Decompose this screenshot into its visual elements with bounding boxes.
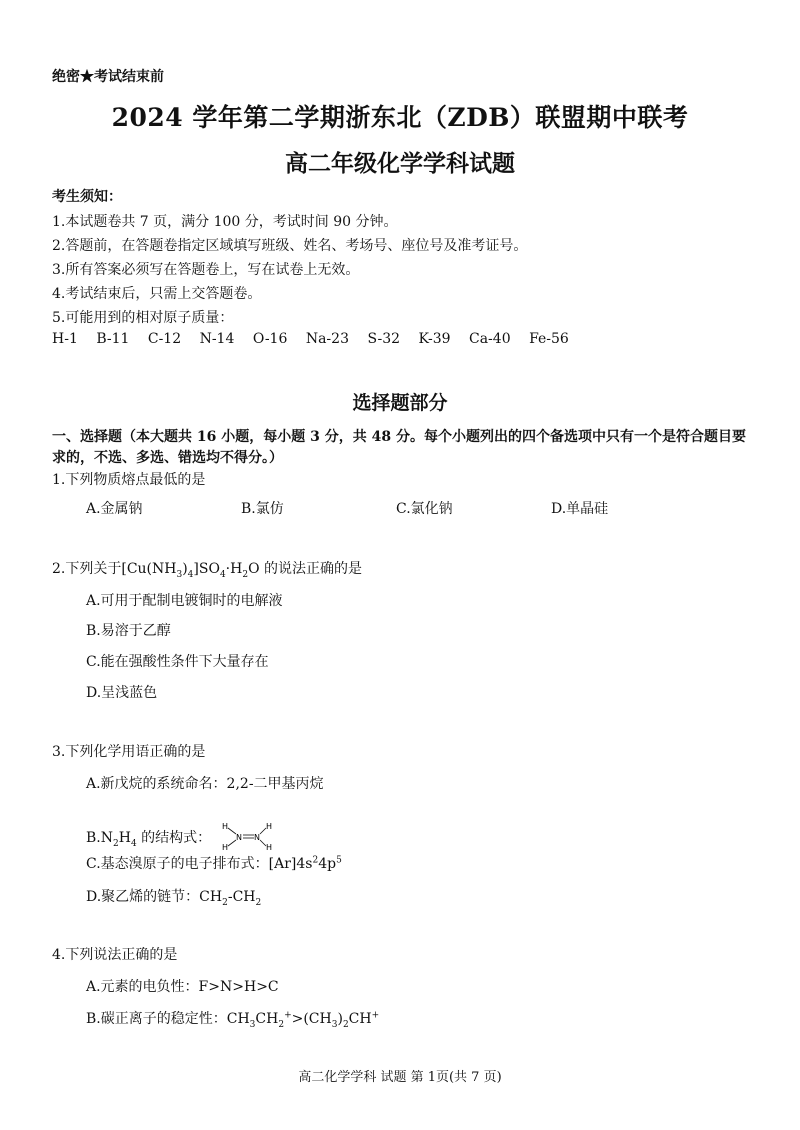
option-b: B.氯仿 [241, 501, 284, 517]
option-c: C.能在强酸性条件下大量存在 [86, 654, 269, 670]
section-intro: 一、选择题（本大题共 16 小题，每小题 3 分，共 48 分。每个小题列出的四个备选项中只有一个是符合题目要求的，不选、多选、错选均不得分。） [52, 429, 746, 466]
question-2-stem: 2.下列关于$[Cu(NH_3)_4]SO_4\cdot H_2O$ 的说法正确的是 [52, 561, 363, 580]
option-c: C.基态溴原子的电子排布式：$[Ar]4s^24p^5$ [86, 855, 342, 872]
section-title: 选择题部分 [352, 392, 448, 414]
notice-item: 2.答题前，在答题卷指定区域填写班级、姓名、考场号、座位号及准考证号。 [52, 238, 528, 254]
exam-subtitle: 高二年级化学学科试题 [285, 150, 515, 177]
struct-atom: N [235, 833, 242, 842]
notice-item: 4.考试结束后，只需上交答题卷。 [52, 286, 262, 302]
atomic-mass: N-14 [199, 331, 235, 347]
struct-atom: H [221, 843, 228, 852]
notice-heading: 考生须知： [52, 189, 122, 205]
option-c: C.氯化钠 [396, 501, 453, 517]
question-1-stem: 1.下列物质熔点最低的是 [52, 472, 206, 488]
n2h4-structure-diagram [220, 818, 276, 858]
exam-title: 2024 学年第二学期浙东北（ZDB）联盟期中联考 [111, 103, 689, 132]
option-b: B.易溶于乙醇 [86, 623, 171, 639]
atomic-mass: Na-23 [305, 331, 349, 347]
option-a: A.元素的电负性：F>N>H>C [86, 979, 279, 995]
option-a: A.金属钠 [86, 501, 143, 517]
struct-atom: H [265, 822, 272, 831]
struct-atom: H [221, 822, 228, 831]
question-3-stem: 3.下列化学用语正确的是 [52, 744, 206, 760]
atomic-mass: Fe-56 [529, 331, 569, 347]
question-1-options [86, 498, 706, 518]
atomic-mass: H-1 [52, 331, 78, 347]
question-4-stem: 4.下列说法正确的是 [52, 947, 178, 963]
option-a: A.可用于配制电镀铜时的电解液 [86, 593, 283, 609]
notice-item: 1.本试题卷共 7 页，满分 100 分，考试时间 90 分钟。 [52, 214, 398, 230]
page-footer: 高二化学学科 试题 第 1页(共 7 页) [298, 1070, 502, 1085]
atomic-mass: B-11 [96, 331, 130, 347]
atomic-mass: C-12 [147, 331, 182, 347]
option-d: D.聚乙烯的链节：$CH_2-CH_2$ [86, 889, 262, 908]
option-d: D.单晶硅 [551, 501, 609, 517]
notice-item: 3.所有答案必须写在答题卷上，写在试卷上无效。 [52, 262, 360, 278]
struct-atom: N [253, 833, 260, 842]
notice-item: 5.可能用到的相对原子质量： [52, 310, 234, 326]
atomic-mass: Ca-40 [469, 331, 511, 347]
option-a: A.新戊烷的系统命名：2,2-二甲基丙烷 [86, 776, 324, 792]
atomic-mass: K-39 [418, 331, 451, 347]
option-d: D.呈浅蓝色 [86, 685, 158, 701]
struct-atom: H [265, 843, 272, 852]
option-b: $B.N_2H_4$ 的结构式： H H N N H H [86, 818, 276, 858]
option-b: B.碳正离子的稳定性：$CH_3CH_2^+>(CH_3)_2CH^+$ [86, 1010, 380, 1030]
confidential-label: 绝密★考试结束前 [52, 69, 164, 85]
atomic-masses [52, 331, 583, 347]
atomic-mass: S-32 [367, 331, 401, 347]
atomic-mass: O-16 [252, 331, 288, 347]
